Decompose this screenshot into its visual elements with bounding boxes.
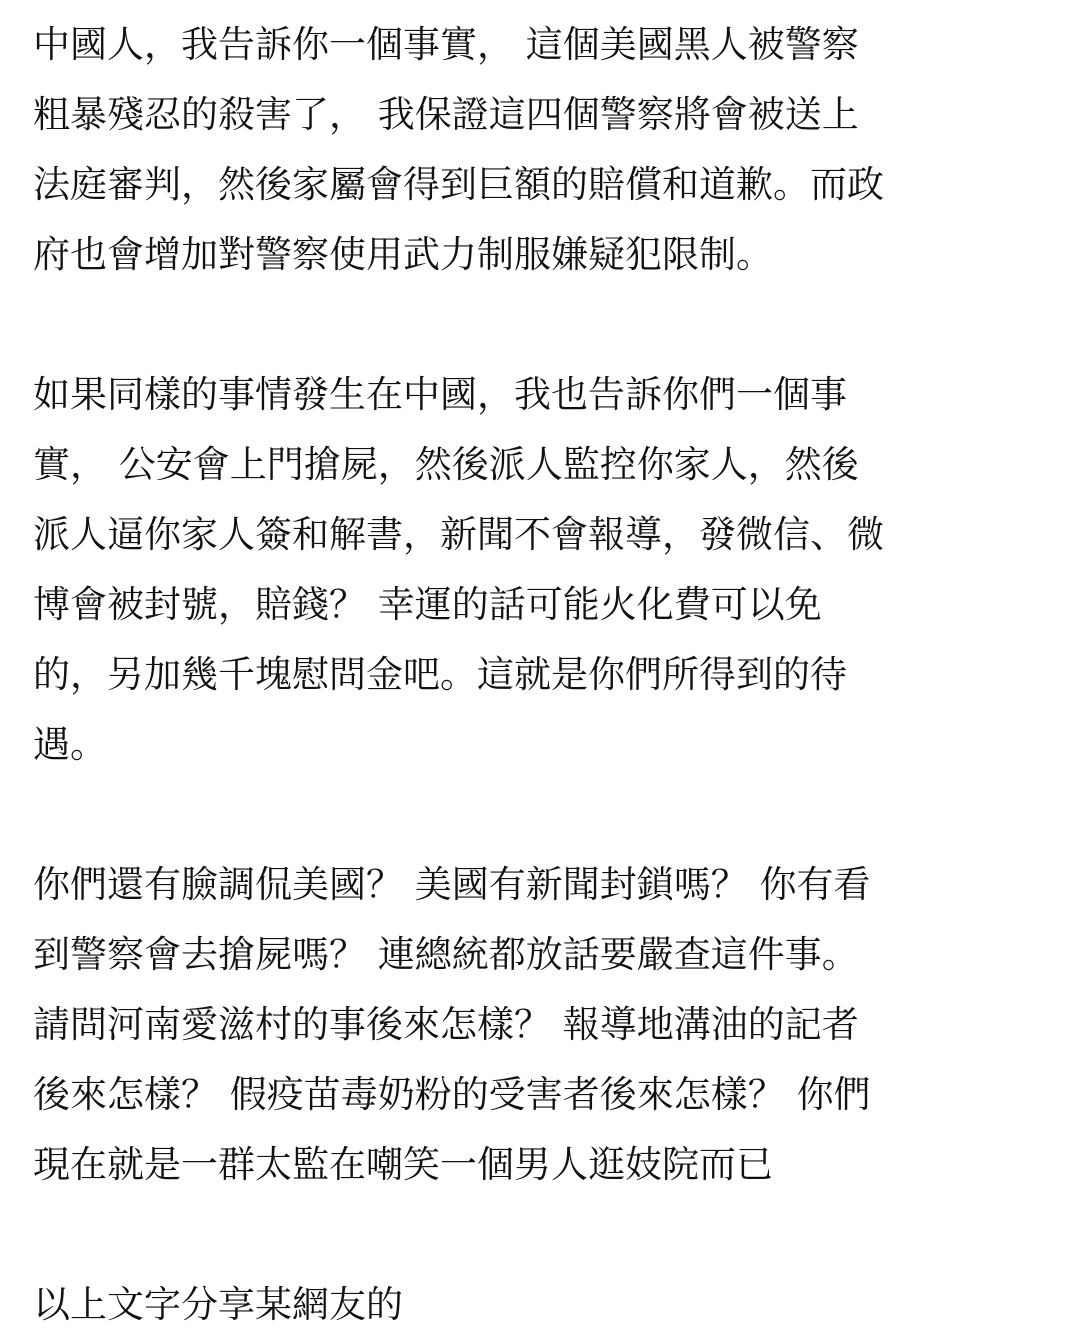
- text-line: 中國人，我告訴你一個事實， 這個美國黑人被警察: [33, 23, 859, 66]
- text-line: 你們還有臉調侃美國？ 美國有新聞封鎖嗎？ 你有看: [33, 863, 871, 906]
- text-line: 粗暴殘忍的殺害了， 我保證這四個警察將會被送上: [33, 93, 859, 136]
- paragraph-4: [33, 1270, 1053, 1340]
- paragraph-spacer: [33, 1200, 1053, 1270]
- text-line: 請問河南愛滋村的事後來怎樣？ 報導地溝油的記者: [33, 1003, 859, 1046]
- text-line: 如果同樣的事情發生在中國，我也告訴你們一個事: [33, 373, 847, 416]
- text-line: 博會被封號，賠錢？ 幸運的話可能火化費可以免: [33, 583, 822, 626]
- text-line: 到警察會去搶屍嗎？ 連總統都放話要嚴查這件事。: [33, 933, 859, 976]
- paragraph-1: [33, 10, 1053, 290]
- paragraph-2: [33, 360, 1053, 780]
- text-line: 府也會增加對警察使用武力制服嫌疑犯限制。: [33, 233, 773, 276]
- paragraph-spacer: [33, 780, 1053, 850]
- text-line: 的，另加幾千塊慰問金吧。這就是你們所得到的待: [33, 653, 847, 696]
- text-line: 以上文字分享某網友的: [33, 1283, 403, 1326]
- text-line: 遇。: [33, 723, 107, 766]
- paragraph-spacer: [33, 290, 1053, 360]
- text-line: 後來怎樣？ 假疫苗毒奶粉的受害者後來怎樣？ 你們: [33, 1073, 871, 1116]
- text-line: 實， 公安會上門搶屍，然後派人監控你家人，然後: [33, 443, 859, 486]
- text-line: 法庭審判，然後家屬會得到巨額的賠償和道歉。而政: [33, 163, 884, 206]
- paragraph-3: [33, 850, 1053, 1200]
- document-body: [33, 10, 1053, 1340]
- text-line: 派人逼你家人簽和解書，新聞不會報導，發微信、微: [33, 513, 884, 556]
- text-line: 現在就是一群太監在嘲笑一個男人逛妓院而已: [33, 1143, 773, 1186]
